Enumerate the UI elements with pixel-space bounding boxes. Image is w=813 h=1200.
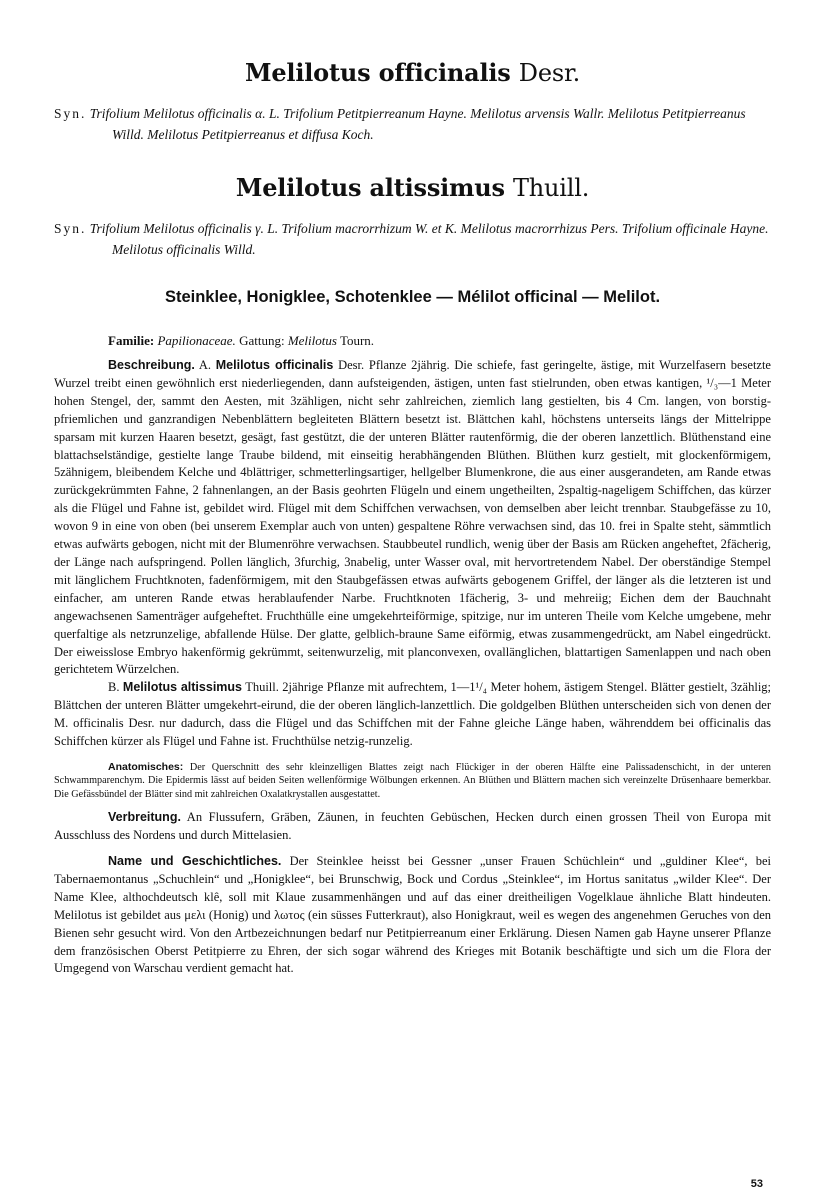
gattung-value: Melilotus xyxy=(287,333,337,348)
synonyms-officinalis xyxy=(54,103,771,145)
beschreibung-b xyxy=(54,679,771,751)
verbreitung-section xyxy=(54,809,771,845)
variant-text: Desr. Pflanze 2jährig. Die schiefe, fast geringelte, ästige, mit Wurzelfasern besetzte Wurzel treibt einen gewöhnlich erst niederliegenden, dann aufsteigenden, ästigen, unten fast stielrunden, oben etwas kantigen, ¹/₃—1 Meter hohen Stengel, der, sammt den Aesten, mit 3zähligen, nicht sehr zahlreichen, ziemlich lang gestielten, bis 4 Cm. langen, von borstig-pfriemlichen und ganzrandigen Nebenblättern begleiteten Blättern besetzt ist. Blättchen kahl, höchstens unterseits längs der Mittelrippe sparsam mit kurzen Haaren besetzt, gesägt, fast gestützt, die der unteren Blätter rautenförmig, die der oberen lanzettlich. Blüthenstand eine blattachselständige, gestielte lange Traube bildend, mit einseitig herabhängenden Blüthen. Blüthen kurz gestielt, mit glockenförmigem, 5zähnigem, bleibendem Kelche und 4blättriger, schmetterlingsartiger, hellgelber Blumenkrone, die aus einer ausgerandeten, am Rande etwas zurückgekrümmten Fahne, 2 fahnenlangen, an der Basis geohrten Flügeln und einem ungetheilten, 2spaltig-nageligem Schiffchen, das kürzer als die Flügel und Fahne ist, gebildet wird. Flügel mit dem Schiffchen verwachsen, von demselben aber leicht trennbar. Staubgefässe zu 10, wovon 9 in eine von oben (bei unserem Exemplar auch von unten) gespaltene Röhre verwachsen sind, das 10. frei in Spalte steht, sämmtlich etwas aufwärts gebogen, nicht mit der Blumenröhre verwachsen. Staubbeutel rundlich, wenig über der Basis am Rücken angeheftet, 2fächerig, der Länge nach aufspringend. Pollen länglich, 3furchig, 3nabelig, unter Wasser oval, mit hervortretendem Nabel. Der oberständige Stempel mit länglichem Fruchtknoten, fadenförmigem, mit den Staubgefässen etwas aufwärts gebogenem Griffel, der länger als die letzteren ist und einfacher, am unteren Rande etwas herablaufender Narbe. Fruchtknoten 1fächerig, 3- und mehreiig; Eichen dem der Bauchnaht angewachsenen Samenträger aufgeheftet. Fruchthülle eine umgekehrteiförmige, spitzige, nur im unteren Theile vom Kelche umgebene, mehr querfaltige als netzrunzelige, abfallende Hülse. Der glatte, gelblich-braune Same eiförmig, etwas zusammengedrückt, am Nabel eingedrückt. Der eiweisslose Embryo hakenförmig gekrümmt, seitenwurzelig, mit planconvexen, ovallänglichen, blattartigen Samenlappen und nach oben gerichtetem Würzelchen. xyxy=(54,358,771,677)
variant-name: Melilotus altissimus xyxy=(122,680,242,695)
species-title-officinalis xyxy=(54,58,771,87)
beschreibung-a xyxy=(54,357,771,679)
species-name: Melilotus altissimus xyxy=(235,173,505,202)
variant-prefix: A. xyxy=(198,358,212,372)
name-geschichte-section xyxy=(54,853,771,978)
gattung-label: Gattung: xyxy=(239,333,285,348)
species-title-altissimus xyxy=(54,173,771,202)
familie-label: Familie: xyxy=(108,333,155,348)
syn-text: Trifolium Melilotus officinalis γ. L. Trifolium macrorrhizum W. et K. Melilotus macrorrhizus Pers. Trifolium officinale Hayne. Melilotus officinalis Willd. xyxy=(89,221,769,257)
section-label: Verbreitung. xyxy=(108,810,181,825)
section-label: Name und Geschichtliches. xyxy=(108,853,282,868)
species-author: Desr. xyxy=(518,59,581,87)
syn-label: Syn. xyxy=(54,106,87,121)
species-author: Thuill. xyxy=(512,174,590,202)
gattung-author: Tourn. xyxy=(339,333,375,348)
page-number: 53 xyxy=(750,1178,763,1190)
variant-name: Melilotus officinalis xyxy=(215,358,334,372)
section-label: Beschreibung. xyxy=(108,358,195,372)
variant-text: Thuill. 2jährige Pflanze mit aufrechtem, 1—1¹/₄ Meter hohem, ästigem Stengel. Blätter gestielt, 3zählig; Blättchen der unteren Blätter umgekehrt-eirund, die der oberen länglich-lanzettlich. Die goldgelben Blüthen unterscheiden sich von denen der M. officinalis Desr. nur dadurch, dass die Flügel und das Schiffchen mit der Fahne gleiche Länge haben, währenddem bei officinalis das Schiffchen kürzer als Flügel und Fahne ist. Fruchthülse netzig-runzelig. xyxy=(54,680,772,749)
syn-text: Trifolium Melilotus officinalis α. L. Trifolium Petitpierreanum Hayne. Melilotus arvensis Wallr. Melilotus Petitpierreanus Willd. Melilotus Petitpierreanus et diffusa Koch. xyxy=(89,106,746,142)
syn-label: Syn. xyxy=(54,221,87,236)
section-text: Der Steinklee heisst bei Gessner „unser Frauen Schüchlein“ und „guldiner Klee“, bei Tabernaemontanus „Schuchlein“ und „Honigklee“, bei Brunschwig, Bock und Cordus „Steinklee“, im Hortus sanitatus „wilder Klee“. Der Name Klee, althochdeutsch klê, soll mit Klaue zusammenhängen und auf das einer dreitheiligen Vogelklaue ähnliche Blatt hindeuten. Melilotus ist gebildet aus μελι (Honig) und λωτος (ein süsses Futterkraut), also Honigkraut, weil es wegen des angenehmen Geruches von den Bienen sehr gesucht wird. Von den Artbezeichnungen bedarf nur Petitpierreanum einer Erklärung. Diesen Namen gab Hayne unserer Pflanze dem französischen Oberst Petitpierre zu Ehren, der sich sogar während des Krieges mit Botanik beschäftigte und sich um die Flora der Umgegend von Warschau verdient gemacht hat. xyxy=(54,853,771,976)
section-text: An Flussufern, Gräben, Zäunen, in feuchten Gebüschen, Hecken durch einen grossen Theil von Europa mit Ausschluss des Nordens und durch Mittelasien. xyxy=(54,810,772,843)
section-label: Anatomisches: xyxy=(108,760,184,773)
synonyms-altissimus xyxy=(54,218,771,260)
section-text: Der Querschnitt des sehr kleinzelligen Blattes zeigt nach Flückiger in der oberen Hälfte eine Palissadenschicht, in der unteren Schwammparenchym. Die Epidermis lässt auf beiden Seiten wellenförmige Wölbungen erkennen. An Blüthen und Blättern machen sich vereinzelte Drüsenhaare bemerkbar. Die Gefässbündel der Blätter sind mit zahlreichen Oxalatkrystallen ausgestattet. xyxy=(54,761,772,800)
familie-value: Papilionaceae. xyxy=(157,333,236,348)
common-names: Steinklee, Honigklee, Schotenklee — Mélilot officinal — Melilot. xyxy=(164,288,661,306)
variant-prefix: B. xyxy=(108,680,120,695)
species-name: Melilotus officinalis xyxy=(244,58,511,87)
anatomisches-section xyxy=(54,761,771,801)
family-line xyxy=(108,333,771,349)
